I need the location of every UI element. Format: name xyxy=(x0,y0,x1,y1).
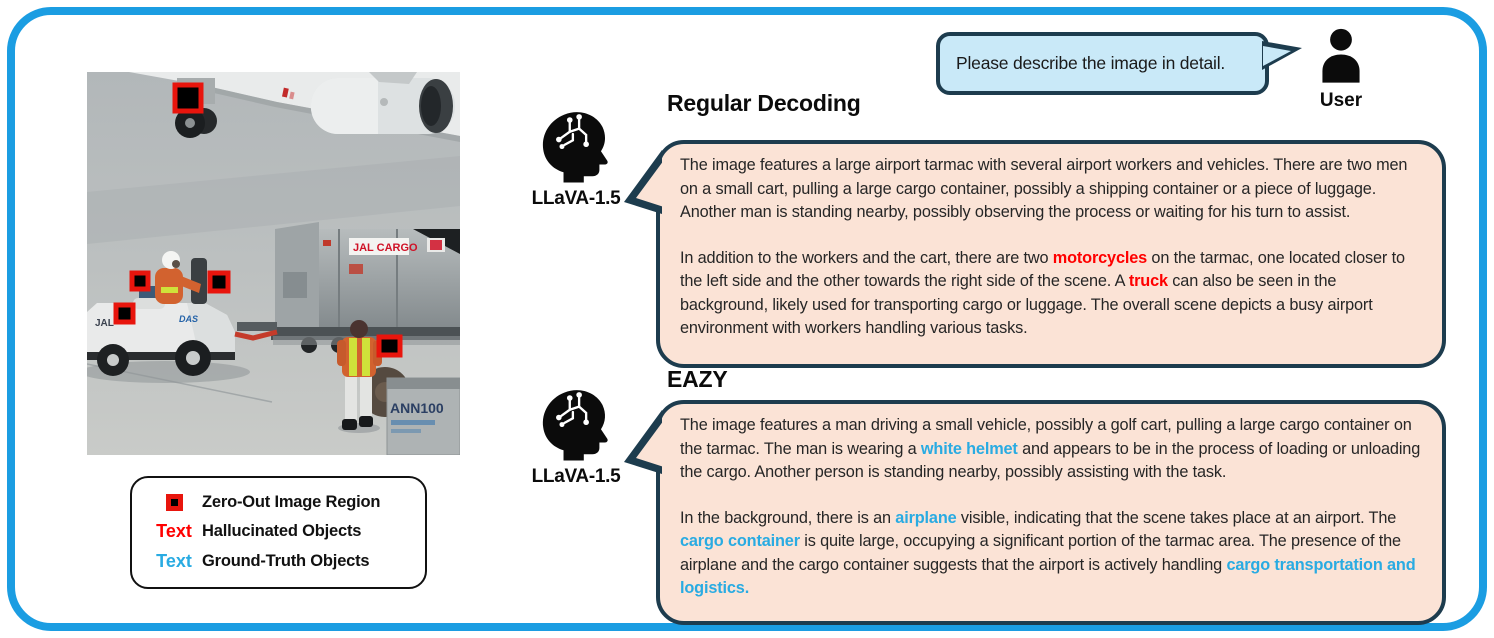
hallucinated-text-swatch: Text xyxy=(156,521,192,541)
body-text: In addition to the workers and the cart, there are two xyxy=(680,248,1053,267)
section-title-regular-decoding: Regular Decoding xyxy=(667,90,861,116)
bubble-paragraph xyxy=(680,414,1422,485)
airplane-engine xyxy=(311,72,455,134)
regular-decoding-text xyxy=(660,144,1442,349)
model-agent-eazy xyxy=(516,382,636,488)
airport-photo xyxy=(87,72,460,455)
legend-label: Ground-Truth Objects xyxy=(202,552,370,570)
ground_truth-object-text: cargo transportation and logistics. xyxy=(680,555,1416,597)
ann-container-label: ANN100 xyxy=(390,400,444,416)
zero-out-region xyxy=(116,305,133,322)
eazy-text xyxy=(660,404,1442,609)
body-text: can also be seen in the background, likely used for transporting cargo or luggage. The overall scene depicts a busy airport environment with workers handling various tasks. xyxy=(680,272,1373,337)
legend-label: Zero-Out Image Region xyxy=(202,493,381,511)
legend-label: Hallucinated Objects xyxy=(202,522,362,540)
legend-row-hallucinated xyxy=(146,521,411,542)
model-label: LLaVA-1.5 xyxy=(531,188,621,209)
model-label: LLaVA-1.5 xyxy=(531,466,621,487)
bubble-paragraph xyxy=(680,507,1422,601)
section-title-eazy: EAZY xyxy=(667,366,728,392)
ai-brain-icon xyxy=(537,104,615,186)
model-agent-regular xyxy=(516,104,636,210)
foreground-container xyxy=(387,378,460,455)
zero-out-region xyxy=(379,337,400,355)
ground_truth-object-text: white helmet xyxy=(920,439,1018,458)
body-text: In the background, there is an xyxy=(680,508,896,527)
ground_truth-object-text: cargo container xyxy=(680,532,800,550)
zero-out-region xyxy=(175,85,201,111)
body-text: visible, indicating that the scene takes place at an airport. The xyxy=(956,508,1397,527)
body-text: on the tarmac, one located closer to the left side and the other towards the right side of the scene. A xyxy=(680,248,1405,290)
ai-brain-icon xyxy=(537,382,615,464)
eazy-bubble xyxy=(656,400,1446,625)
user-label: User xyxy=(1319,90,1363,111)
hallucinated-object-text: truck xyxy=(1128,272,1168,290)
zero-out-region xyxy=(210,273,228,291)
bubble-paragraph xyxy=(680,247,1422,341)
legend xyxy=(130,476,427,589)
jal-cargo-label: JAL CARGO xyxy=(353,242,418,254)
body-text: and appears to be in the process of loading or unloading the cargo. Another person is standing nearby, possibly assisting with the task. xyxy=(680,439,1421,481)
bubble-paragraph xyxy=(680,154,1422,225)
airport-photo-svg xyxy=(87,72,460,455)
user-prompt-text: Please describe the image in detail. xyxy=(956,53,1226,73)
regular-decoding-bubble xyxy=(656,140,1446,368)
body-text: The image features a large airport tarmac with several airport workers and vehicles. There are two men on a small cart, pulling a large cargo container, possibly a shipping container or a piece of luggage. Another man is standing nearby, possibly observing the process or waiting for his turn to assist. xyxy=(680,156,1408,221)
legend-row-ground-truth xyxy=(146,551,411,572)
legend-row-zero-out xyxy=(146,493,411,512)
user-prompt-bubble xyxy=(936,32,1269,95)
body-text: is quite large, occupying a significant portion of the tarmac area. The presence of the airplane and the cargo container suggests that the airport is actively handling xyxy=(680,532,1401,574)
user-icon xyxy=(1309,24,1373,90)
ground-truth-text-swatch: Text xyxy=(156,551,192,571)
body-text: The image features a man driving a small vehicle, possibly a golf cart, pulling a large cargo container on the tarmac. The man is wearing a xyxy=(680,416,1412,458)
zero-out-region xyxy=(132,273,148,289)
jal-tractor-label: JAL xyxy=(95,318,114,329)
user-agent xyxy=(1303,24,1379,112)
zero-out-swatch-icon xyxy=(166,494,183,511)
das-label: DAS xyxy=(179,314,199,324)
hallucinated-object-text: motorcycles xyxy=(1052,248,1148,267)
ground_truth-object-text: airplane xyxy=(895,508,957,527)
